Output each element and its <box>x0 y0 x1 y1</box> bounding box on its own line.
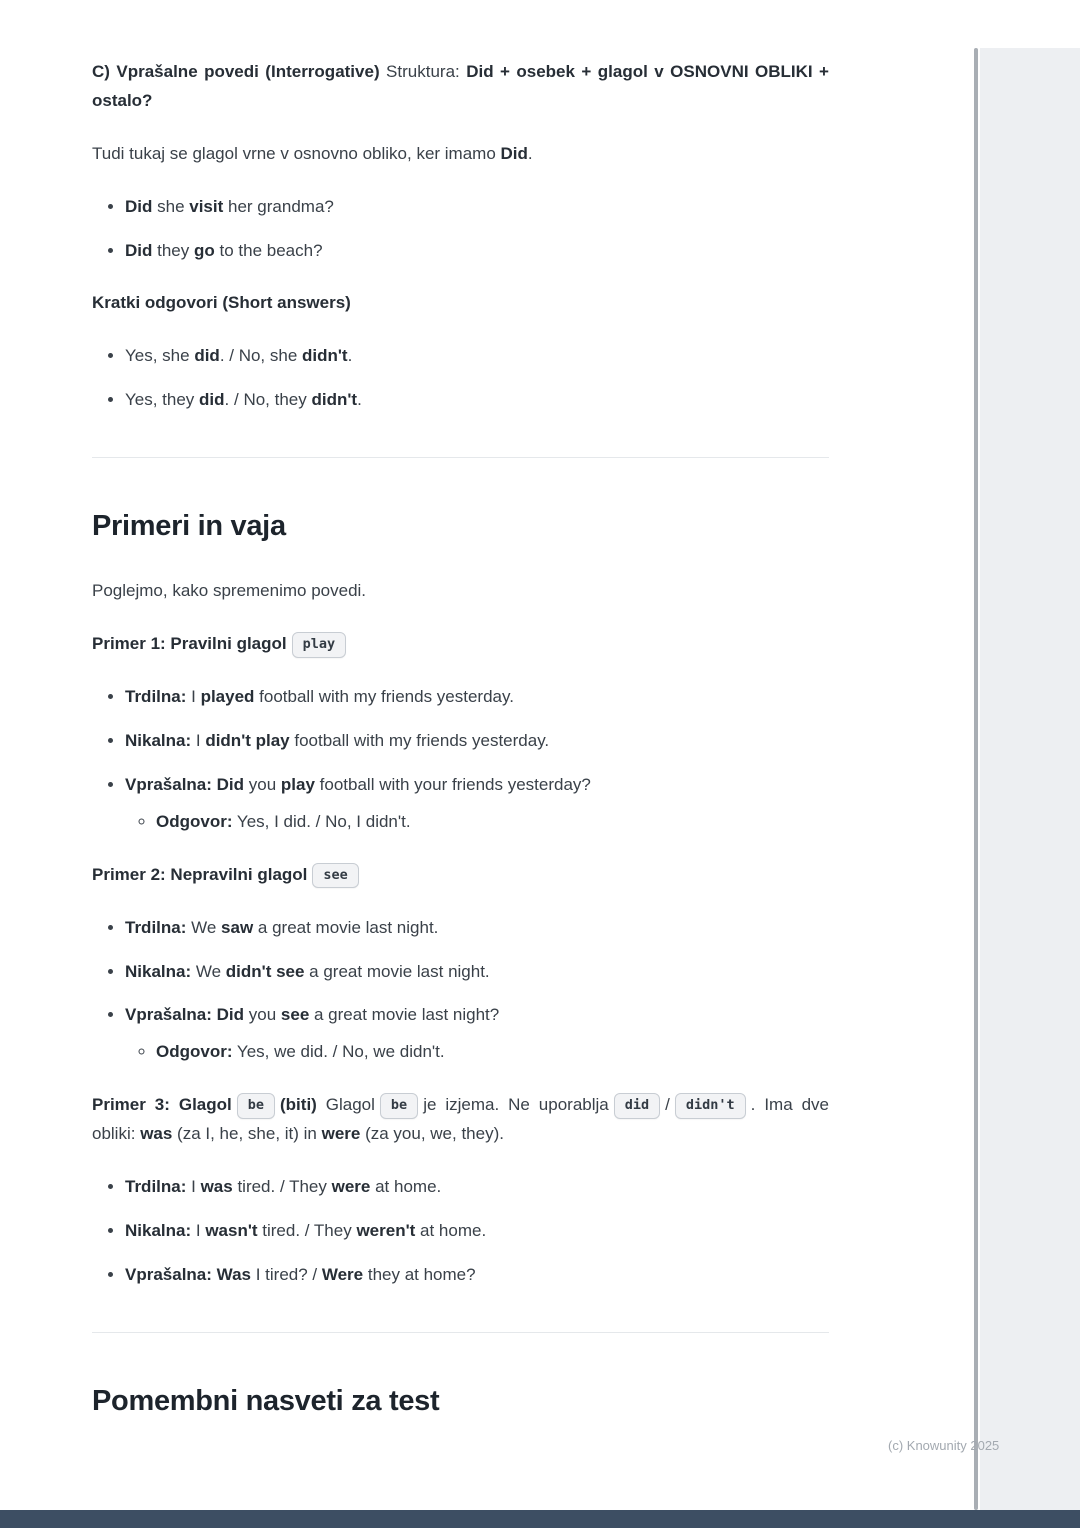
text-run: . / No, they <box>224 390 312 410</box>
bold-text-run: Vprašalna: Did <box>125 774 245 794</box>
list-item <box>125 237 829 266</box>
bold-text-run: Did <box>125 196 153 216</box>
text-run: to the beach? <box>214 240 323 260</box>
list-item <box>125 342 829 371</box>
bold-text-run: Vprašalna: Was <box>125 1264 251 1284</box>
paragraph <box>92 630 829 659</box>
bold-text-run: Odgovor: <box>156 1042 233 1062</box>
text-run: Yes, she <box>125 346 195 366</box>
bold-text-run: play <box>280 774 315 794</box>
text-run: Yes, I did. / No, I didn't. <box>232 811 411 831</box>
bold-text-run: go <box>193 240 215 260</box>
list-item <box>125 771 829 837</box>
list-item <box>125 683 829 712</box>
bold-text-run: didn't <box>302 346 348 366</box>
text-run: . <box>357 390 362 410</box>
bold-text-run: Nikalna: <box>125 1220 192 1240</box>
text-run: . Ima dve obliki: <box>92 1095 829 1144</box>
bottom-bar <box>0 1510 1080 1528</box>
sub-list-item <box>156 1038 829 1067</box>
text-run: . / No, she <box>219 346 303 366</box>
bold-text-run: Vprašalna: Did <box>125 1005 245 1025</box>
text-run: . <box>527 143 533 163</box>
text-run: Struktura: <box>386 62 467 81</box>
text-run: at home. <box>415 1220 487 1240</box>
code-chip: be <box>237 1093 275 1119</box>
text-run: they <box>152 240 194 260</box>
text-run: . <box>347 346 353 366</box>
bold-text-run: saw <box>221 917 254 937</box>
text-run: Yes, we did. / No, we didn't. <box>232 1042 445 1062</box>
list-item <box>125 727 829 756</box>
paragraph <box>92 289 829 318</box>
text-run: Poglejmo, kako spremenimo povedi. <box>92 581 367 601</box>
text-run: they at home? <box>363 1264 476 1284</box>
text-run: (za you, we, they). <box>360 1124 504 1144</box>
text-run: at home. <box>370 1177 442 1196</box>
text-run: (za I, he, she, it) in <box>172 1124 322 1144</box>
code-chip: did <box>614 1093 660 1119</box>
sub-bullet-list <box>125 808 829 837</box>
bold-text-run: didn't see <box>225 961 305 981</box>
text-run: I <box>191 1220 206 1240</box>
list-item <box>125 958 829 987</box>
bold-text-run: Trdilna: <box>125 917 187 937</box>
bold-text-run: Primer 3: Glagol <box>92 1095 232 1115</box>
bold-text-run: wasn't <box>205 1220 258 1240</box>
bold-text-run: see <box>280 1005 310 1025</box>
text-run: tired. / They <box>232 1177 332 1196</box>
paragraph <box>92 861 829 890</box>
text-run: football with my friends yesterday. <box>254 687 514 707</box>
list-item <box>125 1261 829 1290</box>
bold-text-run: played <box>200 687 255 707</box>
text-run: football with my friends yesterday. <box>289 731 550 751</box>
bold-text-run: weren't <box>356 1220 416 1240</box>
text-run: je izjema. Ne uporablja <box>423 1095 609 1115</box>
text-run: her grandma? <box>223 196 334 216</box>
bold-text-run: Were <box>321 1264 364 1284</box>
section-divider <box>92 457 829 458</box>
bold-text-run: didn't play <box>205 731 290 751</box>
bullet-list <box>92 193 829 266</box>
bullet-list <box>92 683 829 837</box>
bold-text-run: Trdilna: <box>125 1177 187 1196</box>
text-run: I tired? / <box>250 1264 322 1284</box>
bold-text-run: Kratki odgovori (Short answers) <box>92 293 351 313</box>
bold-text-run: Trdilna: <box>125 687 187 707</box>
text-run: a great movie last night. <box>253 917 439 937</box>
text-run: I <box>186 1177 201 1196</box>
bold-text-run: were <box>331 1177 371 1196</box>
bold-text-run: was <box>200 1177 233 1196</box>
text-run: you <box>244 1005 281 1025</box>
bold-text-run: Did <box>125 240 153 260</box>
text-run: Tudi tukaj se glagol vrne v osnovno obliko, ker imamo <box>92 143 501 163</box>
text-run: you <box>244 774 281 794</box>
bold-text-run: C) Vprašalne povedi (Interrogative) <box>92 62 387 81</box>
text-run: We <box>191 961 226 981</box>
text-run: We <box>186 917 222 937</box>
bold-text-run: did <box>199 390 225 410</box>
bullet-list <box>92 914 829 1068</box>
sub-list-item <box>156 808 829 837</box>
text-run: Glagol <box>316 1095 375 1115</box>
text-run: a great movie last night. <box>304 961 490 981</box>
watermark-credit: (c) Knowunity 2025 <box>888 1438 1000 1453</box>
bold-text-run: Primer 2: Nepravilni glagol <box>92 864 308 884</box>
bold-text-run: Did <box>500 143 528 163</box>
bold-text-run: visit <box>189 196 224 216</box>
bold-text-run: did <box>194 346 220 366</box>
code-chip: be <box>380 1093 418 1119</box>
list-item <box>125 914 829 943</box>
bullet-list <box>92 342 829 415</box>
text-run: she <box>152 196 190 216</box>
list-item <box>125 386 829 415</box>
text-run: I <box>186 687 201 707</box>
bold-text-run: (biti) <box>280 1095 317 1115</box>
right-gutter <box>980 48 1080 1510</box>
paragraph <box>92 1091 829 1149</box>
bold-text-run: Odgovor: <box>156 811 233 831</box>
scrollbar[interactable] <box>974 48 978 1510</box>
list-item <box>125 1001 829 1067</box>
code-chip: see <box>312 863 358 889</box>
text-run: football with your friends yesterday? <box>314 774 591 794</box>
list-item <box>125 1173 829 1202</box>
text-run: I <box>191 731 206 751</box>
text-run: Yes, they <box>125 390 200 410</box>
text-run: / <box>665 1095 670 1115</box>
bold-text-run: Did + osebek + glagol v OSNOVNI OBLIKI + ostalo? <box>92 62 829 110</box>
bold-text-run: Primer 1: Pravilni glagol <box>92 634 287 654</box>
bold-text-run: Nikalna: <box>125 961 192 981</box>
list-item <box>125 193 829 222</box>
text-run: tired. / They <box>257 1220 357 1240</box>
text-run: a great movie last night? <box>309 1005 500 1025</box>
paragraph <box>92 577 829 606</box>
bold-text-run: didn't <box>311 390 358 410</box>
section-heading: Primeri in vaja <box>92 510 286 543</box>
paragraph <box>92 58 829 116</box>
bold-text-run: Nikalna: <box>125 731 192 751</box>
code-chip: play <box>292 632 347 658</box>
bold-text-run: was <box>140 1124 173 1144</box>
bold-text-run: were <box>321 1124 361 1144</box>
section-divider <box>92 1332 829 1333</box>
list-item <box>125 1217 829 1246</box>
sub-bullet-list <box>125 1038 829 1067</box>
bullet-list <box>92 1173 829 1290</box>
code-chip: didn't <box>675 1093 746 1119</box>
paragraph <box>92 140 829 169</box>
section-heading: Pomembni nasveti za test <box>92 1384 440 1417</box>
